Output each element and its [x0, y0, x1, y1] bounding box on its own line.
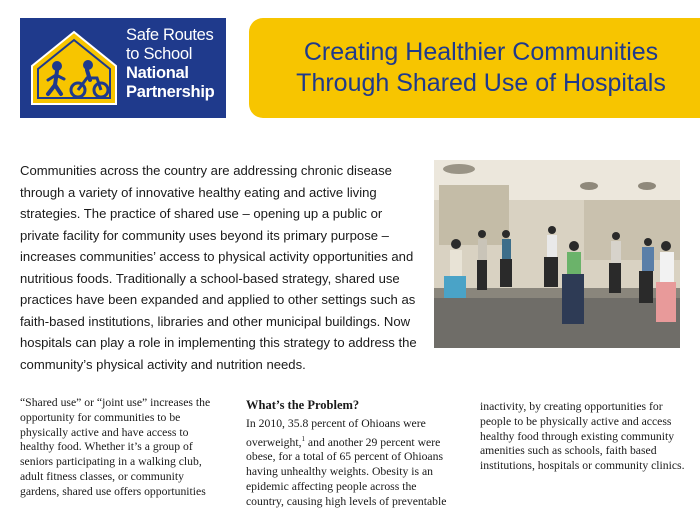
title-line-2: Through Shared Use of Hospitals	[296, 69, 666, 97]
logo-line-1: Safe Routes	[126, 26, 214, 44]
footnote-marker[interactable]: 1	[301, 434, 305, 443]
logo-line-3: National	[126, 64, 189, 82]
column-2-text-a: In 2010, 35.8 percent of Ohioans were overweight,	[246, 416, 426, 449]
intro-paragraph: Communities across the country are addressing chronic disease through a variety of innovative healthy eating and active living strategies. The practice of shared use – opening up a public or private facility for community uses beyond its primary purpose – increases communities’ access to physical activity opportunities and nutritious foods. Traditionally a school-based strategy, shared use practices have been expanded and applied to other settings such as faith-based institutions, libraries and other municipal buildings. Now hospitals can play a role in implementing this strategy to address the community’s physical activity and nutrition needs.	[20, 163, 417, 372]
column-2-text	[246, 417, 451, 509]
column-2	[246, 398, 451, 509]
children-walking-biking-icon	[30, 30, 118, 106]
logo-line-4: Partnership	[126, 83, 215, 101]
column-2-text-b: and another 29 percent were obese, for a total of 65 percent of Ohioans having unhealthy weights. Obesity is an epidemic affecting people across the country, causing high levels of preventable	[246, 435, 447, 508]
title-banner	[249, 18, 700, 118]
logo-line-2: to School	[126, 45, 193, 63]
column-1-text: “Shared use” or “joint use” increases the opportunity for communities to be physically active and have access to healthy food. Whether it’s a group of seniors participating in a walking club, adult fitness classes, or community gardens, shared use offers opportunities	[20, 396, 211, 498]
section-heading: What’s the Problem?	[246, 398, 360, 412]
fitness-class-photo	[434, 160, 680, 348]
logo-wordmark	[126, 26, 214, 102]
page-title	[271, 37, 691, 99]
logo	[20, 18, 226, 118]
title-line-1: Creating Healthier Communities	[303, 38, 659, 66]
column-3-text: inactivity, by creating opportunities for people to be physically active and access healthy food through existing community amenities such as schools, faith based institutions, hospitals or community clinics.	[480, 400, 685, 473]
